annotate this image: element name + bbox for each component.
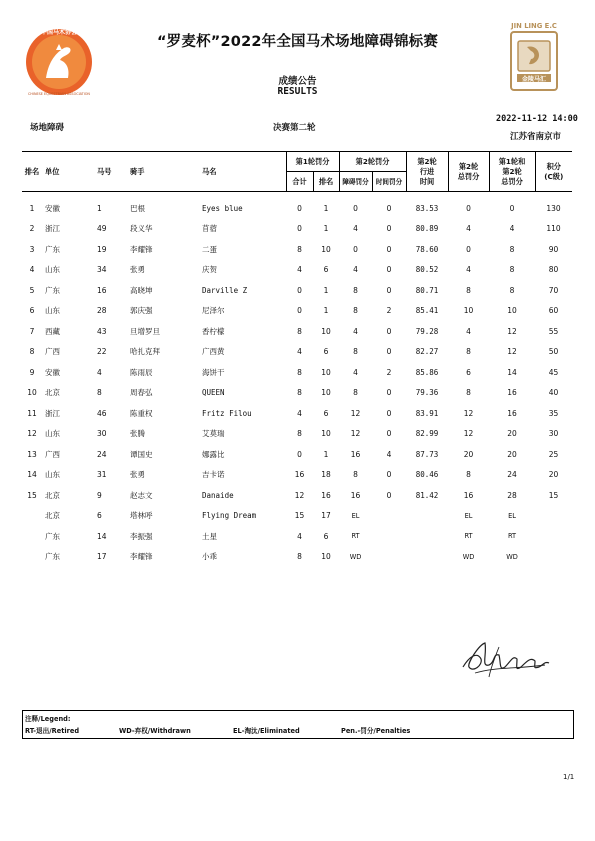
results-title-en: RESULTS xyxy=(277,86,318,97)
r2-total-cell: 4 xyxy=(466,326,471,336)
horse-cell: 香柠檬 xyxy=(202,326,225,336)
table-row xyxy=(22,465,572,486)
r1-rank-cell: 16 xyxy=(321,490,331,500)
sum-total-cell: 20 xyxy=(507,429,517,439)
rider-cell: 哈扎克拜 xyxy=(130,347,160,357)
horse-cell: Darville Z xyxy=(202,285,248,295)
col-sum-total: 第1轮和 第2轮 总罚分 xyxy=(489,152,535,192)
r1-total-cell: 8 xyxy=(297,429,302,439)
legend-heading: 注释/Legend: xyxy=(25,715,71,723)
r1-rank-cell: 18 xyxy=(321,470,331,480)
r1-total-cell: 15 xyxy=(294,511,305,521)
round-label: 决赛第二轮 xyxy=(273,123,316,133)
sum-total-cell: 12 xyxy=(507,326,517,336)
sum-total-cell: 16 xyxy=(507,388,517,398)
table-row xyxy=(22,280,572,301)
col-r1-penalties: 第1轮罚分 xyxy=(286,152,339,172)
rider-cell: 陈雨辰 xyxy=(130,367,153,377)
r1-total-cell: 4 xyxy=(297,347,302,357)
unit-cell: 安徽 xyxy=(45,367,60,377)
r1-total-cell: 4 xyxy=(297,265,302,275)
legend-wd: WD-弃权/Withdrawn xyxy=(119,727,191,735)
r1-rank-cell: 10 xyxy=(321,388,331,398)
rider-cell: 李振强 xyxy=(130,531,153,541)
r2-jump-cell: 8 xyxy=(353,285,358,295)
r2-timepen-cell: 0 xyxy=(386,429,392,439)
r2-jump-cell: 4 xyxy=(353,224,358,234)
points-cell: 20 xyxy=(548,470,559,480)
horse-no-cell: 30 xyxy=(97,429,107,439)
horse-cell: 广西黄 xyxy=(202,347,225,357)
horse-cell: 艾莫瑞 xyxy=(202,429,225,439)
r2-time-cell xyxy=(406,526,448,547)
col-rank: 排名 xyxy=(22,152,42,192)
r2-jump-cell: 4 xyxy=(353,326,358,336)
horse-no-cell: 49 xyxy=(97,224,107,234)
r2-jump-cell: 12 xyxy=(350,429,361,439)
rider-cell: 李耀锋 xyxy=(130,552,153,562)
table-row xyxy=(22,362,572,383)
horse-no-cell: 34 xyxy=(97,265,107,275)
r2-jump-cell: 4 xyxy=(353,265,358,275)
sum-total-cell: 28 xyxy=(507,490,517,500)
table-row xyxy=(22,219,572,240)
horse-no-cell: 14 xyxy=(97,531,107,541)
table-row xyxy=(22,485,572,506)
rider-cell: 张腾 xyxy=(130,429,145,439)
r2-timepen-cell: 0 xyxy=(386,265,392,275)
table-row xyxy=(22,383,572,404)
unit-cell: 北京 xyxy=(45,388,60,398)
legend-box xyxy=(22,710,574,739)
horse-no-cell: 4 xyxy=(97,367,102,377)
rider-cell: 高晓坤 xyxy=(130,285,153,295)
r2-total-cell: 12 xyxy=(463,429,474,439)
r2-jump-cell: WD xyxy=(349,552,362,561)
r2-time-cell: 78.60 xyxy=(415,244,439,254)
table-row xyxy=(22,506,572,527)
r2-timepen-cell: 0 xyxy=(386,388,392,398)
col-r2-timepen: 时间罚分 xyxy=(372,172,406,192)
r2-time-cell: 81.42 xyxy=(415,490,439,500)
rider-cell: 陈重权 xyxy=(130,408,153,418)
r2-time-cell: 79.36 xyxy=(415,388,439,398)
horse-no-cell: 46 xyxy=(97,408,107,418)
unit-cell: 北京 xyxy=(45,490,60,500)
r2-total-cell: 4 xyxy=(466,265,471,275)
r2-timepen-cell: 0 xyxy=(386,490,392,500)
col-points: 积分 (C级) xyxy=(535,152,572,192)
r2-timepen-cell: 0 xyxy=(386,470,392,480)
r1-rank-cell: 10 xyxy=(321,326,331,336)
unit-cell: 山东 xyxy=(45,306,60,316)
official-signature xyxy=(455,637,555,682)
horse-cell: Fritz Filou xyxy=(202,408,252,418)
col-r2-total: 第2轮 总罚分 xyxy=(448,152,489,192)
horse-no-cell: 22 xyxy=(97,347,107,357)
r2-total-cell: 0 xyxy=(466,244,471,254)
horse-cell: Eyes blue xyxy=(202,203,243,213)
rank-cell: 9 xyxy=(29,367,35,377)
r2-jump-cell: 0 xyxy=(353,244,358,254)
r2-timepen-cell: 0 xyxy=(386,347,392,357)
sum-total-cell: 10 xyxy=(507,306,517,316)
col-r1-total: 合计 xyxy=(286,172,313,192)
points-cell xyxy=(535,547,572,568)
r2-total-cell: 16 xyxy=(463,490,474,500)
rank-cell: 8 xyxy=(29,347,35,357)
table-row xyxy=(22,239,572,260)
r2-jump-cell: 16 xyxy=(350,449,361,459)
rank-cell: 12 xyxy=(27,429,37,439)
results-title-cn: 成绩公告 xyxy=(278,76,317,87)
r2-time-cell: 87.73 xyxy=(415,449,439,459)
table-header-row-1 xyxy=(22,152,572,172)
horse-cell: 吉卡诺 xyxy=(202,470,225,480)
sum-total-cell: 0 xyxy=(509,203,515,213)
discipline-label: 场地障碍 xyxy=(30,123,65,133)
r1-rank-cell: 17 xyxy=(321,511,331,521)
r2-jump-cell: EL xyxy=(351,511,360,520)
r2-timepen-cell: 0 xyxy=(386,408,392,418)
sum-total-cell: RT xyxy=(507,532,517,541)
r2-timepen-cell: 0 xyxy=(386,203,392,213)
table-row xyxy=(22,424,572,445)
horse-no-cell: 24 xyxy=(97,449,107,459)
r2-time-cell: 85.86 xyxy=(415,367,439,377)
r2-timepen-cell: 0 xyxy=(386,224,392,234)
unit-cell: 山东 xyxy=(45,470,60,480)
col-r1-rank: 排名 xyxy=(313,172,339,192)
r2-time-cell: 83.53 xyxy=(415,203,439,213)
unit-cell: 广东 xyxy=(45,285,60,295)
results-table xyxy=(22,151,572,567)
horse-cell: 尼泽尔 xyxy=(202,306,225,316)
points-cell: 90 xyxy=(548,244,559,254)
r2-time-cell: 80.46 xyxy=(415,470,439,480)
unit-cell: 广东 xyxy=(45,531,60,541)
horse-no-cell: 43 xyxy=(97,326,107,336)
sum-total-cell: 8 xyxy=(509,244,515,254)
r2-timepen-cell: 0 xyxy=(386,326,392,336)
r2-time-cell: 83.91 xyxy=(415,408,439,418)
r1-rank-cell: 6 xyxy=(323,347,329,357)
unit-cell: 广西 xyxy=(45,449,60,459)
r2-total-cell: 10 xyxy=(463,306,474,316)
r2-total-cell: 8 xyxy=(466,347,471,357)
table-row xyxy=(22,526,572,547)
r1-rank-cell: 10 xyxy=(321,429,331,439)
table-row xyxy=(22,301,572,322)
r2-timepen-cell: 0 xyxy=(386,285,392,295)
rider-cell: 塔林呼 xyxy=(130,511,153,521)
r2-time-cell: 80.52 xyxy=(415,265,439,275)
rank-cell: 4 xyxy=(29,265,35,275)
page-title: “罗麦杯”2022年全国马术场地障碍锦标赛 xyxy=(156,34,439,50)
r2-jump-cell: 8 xyxy=(353,306,358,316)
event-location: 江苏省南京市 xyxy=(510,132,562,142)
rank-cell: 10 xyxy=(27,388,37,398)
points-cell: 40 xyxy=(548,388,559,398)
rider-cell: 李耀锋 xyxy=(130,244,153,254)
r2-total-cell: 8 xyxy=(466,470,471,480)
r1-total-cell: 8 xyxy=(297,367,302,377)
legend-pen: Pen.-罚分/Penalties xyxy=(341,727,411,735)
points-cell: 15 xyxy=(548,490,559,500)
unit-cell: 西藏 xyxy=(45,326,60,336)
r2-total-cell: 12 xyxy=(463,408,474,418)
r2-time-cell: 82.99 xyxy=(415,429,439,439)
horse-no-cell: 8 xyxy=(97,388,102,398)
rank-cell xyxy=(22,547,42,568)
r1-total-cell: 8 xyxy=(297,244,302,254)
horse-cell: 娜露比 xyxy=(202,449,225,459)
r1-total-cell: 0 xyxy=(297,449,302,459)
r2-total-cell: 20 xyxy=(463,449,474,459)
r1-total-cell: 4 xyxy=(297,408,302,418)
r2-time-cell xyxy=(406,506,448,527)
rank-cell: 2 xyxy=(29,224,35,234)
horse-no-cell: 1 xyxy=(97,203,102,213)
sum-total-cell: 20 xyxy=(507,449,517,459)
r2-total-cell: 0 xyxy=(466,203,471,213)
horse-no-cell: 6 xyxy=(97,511,102,521)
table-row xyxy=(22,444,572,465)
r2-total-cell: 6 xyxy=(466,367,471,377)
sum-total-cell: 8 xyxy=(509,285,515,295)
event-datetime: 2022-11-12 14:00 xyxy=(496,114,578,124)
r1-rank-cell: 1 xyxy=(323,306,329,316)
r2-jump-cell: 8 xyxy=(353,388,358,398)
r2-time-cell: 82.27 xyxy=(415,347,439,357)
horse-cell: 庆贺 xyxy=(202,265,217,275)
sum-total-cell: 14 xyxy=(507,367,517,377)
unit-cell: 浙江 xyxy=(45,224,60,234)
rider-cell: 赵志文 xyxy=(130,490,153,500)
sum-total-cell: WD xyxy=(506,552,518,561)
horse-cell: 苜蓿 xyxy=(202,224,217,234)
rank-cell: 3 xyxy=(29,244,35,254)
r1-rank-cell: 6 xyxy=(323,408,329,418)
col-r2-time: 第2轮 行进 时间 xyxy=(406,152,448,192)
unit-cell: 广东 xyxy=(45,244,60,254)
unit-cell: 安徽 xyxy=(45,203,60,213)
r1-rank-cell: 1 xyxy=(323,203,329,213)
horse-no-cell: 16 xyxy=(97,285,107,295)
horse-cell: 土星 xyxy=(202,531,217,541)
r1-rank-cell: 1 xyxy=(323,449,329,459)
r1-total-cell: 0 xyxy=(297,285,302,295)
col-horse-no: 马号 xyxy=(97,152,127,192)
col-horse: 马名 xyxy=(199,152,286,192)
r1-rank-cell: 6 xyxy=(323,265,329,275)
r2-jump-cell: 0 xyxy=(353,203,358,213)
points-cell: 35 xyxy=(548,408,559,418)
rank-cell: 14 xyxy=(27,470,37,480)
horse-cell: QUEEN xyxy=(202,388,225,398)
rank-cell: 11 xyxy=(27,408,37,418)
r2-time-cell: 80.89 xyxy=(415,224,439,234)
r1-rank-cell: 10 xyxy=(321,244,331,254)
r2-time-cell: 79.28 xyxy=(415,326,439,336)
r2-time-cell: 85.41 xyxy=(415,306,439,316)
r2-jump-cell: 16 xyxy=(350,490,361,500)
rider-cell: 段义华 xyxy=(130,224,153,234)
r2-total-cell: 4 xyxy=(466,224,471,234)
col-unit: 单位 xyxy=(42,152,97,192)
rank-cell: 5 xyxy=(29,285,35,295)
horse-cell: Flying Dream xyxy=(202,511,257,521)
r1-rank-cell: 10 xyxy=(321,552,331,562)
r1-rank-cell: 10 xyxy=(321,367,331,377)
unit-cell: 北京 xyxy=(45,511,60,521)
r2-jump-cell: 12 xyxy=(350,408,361,418)
table-row xyxy=(22,342,572,363)
points-cell: 70 xyxy=(548,285,559,295)
col-r2-penalties: 第2轮罚分 xyxy=(339,152,406,172)
sum-total-cell: EL xyxy=(508,511,516,520)
r1-total-cell: 4 xyxy=(297,531,302,541)
r2-timepen-cell xyxy=(372,506,406,527)
r1-total-cell: 8 xyxy=(297,326,302,336)
r1-total-cell: 8 xyxy=(297,552,302,562)
unit-cell: 山东 xyxy=(45,429,60,439)
rank-cell: 15 xyxy=(27,490,37,500)
points-cell: 60 xyxy=(548,306,559,316)
r2-jump-cell: 8 xyxy=(353,470,358,480)
r2-timepen-cell: 0 xyxy=(386,244,392,254)
points-cell: 50 xyxy=(548,347,559,357)
r1-rank-cell: 1 xyxy=(323,285,329,295)
rank-cell: 13 xyxy=(27,449,37,459)
legend-rt: RT-退出/Retired xyxy=(25,727,80,735)
table-row xyxy=(22,321,572,342)
unit-cell: 广东 xyxy=(45,552,60,562)
unit-cell: 浙江 xyxy=(45,408,60,418)
r1-rank-cell: 6 xyxy=(323,531,329,541)
r2-total-cell: 8 xyxy=(466,285,471,295)
jinling-logo-bottom: 金陵马汇 xyxy=(521,76,546,83)
r1-total-cell: 0 xyxy=(297,203,302,213)
horse-no-cell: 31 xyxy=(97,470,107,480)
points-cell: 30 xyxy=(548,429,559,439)
rank-cell xyxy=(22,526,42,547)
points-cell: 130 xyxy=(546,203,561,213)
rank-cell: 1 xyxy=(29,203,35,213)
r2-total-cell: RT xyxy=(464,532,473,541)
rider-cell: 旦增罗旦 xyxy=(130,326,160,336)
rider-cell: 周春弘 xyxy=(130,388,153,398)
horse-cell: 海饼干 xyxy=(202,367,225,377)
points-cell: 80 xyxy=(548,265,559,275)
r2-jump-cell: RT xyxy=(351,532,360,541)
legend-el: EL-淘汰/Eliminated xyxy=(233,727,300,735)
r1-total-cell: 12 xyxy=(294,490,305,500)
cea-logo-text-en: CHINESE EQUESTRIAN ASSOCIATION xyxy=(28,92,90,96)
r2-jump-cell: 4 xyxy=(353,367,358,377)
jinling-logo-top: JIN LING E.C xyxy=(511,22,557,30)
sum-total-cell: 16 xyxy=(507,408,517,418)
r2-total-cell: 8 xyxy=(466,388,471,398)
cea-logo-text: 中国马术协会 xyxy=(40,29,77,36)
col-rider: 骑手 xyxy=(127,152,199,192)
horse-cell: 二蛋 xyxy=(202,244,217,254)
unit-cell: 广西 xyxy=(45,347,60,357)
points-cell: 110 xyxy=(546,224,561,234)
rider-cell: 谭国史 xyxy=(130,449,153,459)
rider-cell: 郭庆强 xyxy=(130,306,153,316)
sum-total-cell: 8 xyxy=(509,265,515,275)
horse-cell: 小乖 xyxy=(202,552,217,562)
r2-timepen-cell: 4 xyxy=(386,449,392,459)
r2-timepen-cell: 2 xyxy=(386,306,392,316)
table-row xyxy=(22,547,572,568)
rider-cell: 张勇 xyxy=(130,470,145,480)
rider-cell: 巴根 xyxy=(130,203,145,213)
page-number: 1/1 xyxy=(563,773,575,781)
r1-rank-cell: 1 xyxy=(323,224,329,234)
r2-total-cell: WD xyxy=(462,552,475,561)
unit-cell: 山东 xyxy=(45,265,60,275)
r2-timepen-cell: 2 xyxy=(386,367,392,377)
points-cell xyxy=(535,506,572,527)
horse-no-cell: 17 xyxy=(97,552,107,562)
table-row xyxy=(22,260,572,281)
points-cell xyxy=(535,526,572,547)
r1-total-cell: 8 xyxy=(297,388,302,398)
points-cell: 25 xyxy=(548,449,559,459)
rider-cell: 张勇 xyxy=(130,265,145,275)
r2-timepen-cell xyxy=(372,547,406,568)
sum-total-cell: 24 xyxy=(507,470,517,480)
r2-timepen-cell xyxy=(372,526,406,547)
r2-time-cell: 80.71 xyxy=(415,285,439,295)
r1-total-cell: 0 xyxy=(297,306,302,316)
rank-cell xyxy=(22,506,42,527)
points-cell: 55 xyxy=(548,326,559,336)
r2-total-cell: EL xyxy=(464,511,473,520)
horse-cell: Danaide xyxy=(202,490,234,500)
r1-total-cell: 16 xyxy=(294,470,305,480)
rank-cell: 7 xyxy=(29,326,35,336)
r2-time-cell xyxy=(406,547,448,568)
rank-cell: 6 xyxy=(29,306,35,316)
table-row xyxy=(22,403,572,424)
r2-jump-cell: 8 xyxy=(353,347,358,357)
points-cell: 45 xyxy=(548,367,559,377)
col-r2-jump: 障碍罚分 xyxy=(339,172,372,192)
sum-total-cell: 4 xyxy=(509,224,515,234)
horse-no-cell: 19 xyxy=(97,244,107,254)
sum-total-cell: 12 xyxy=(507,347,517,357)
r1-total-cell: 0 xyxy=(297,224,302,234)
horse-no-cell: 9 xyxy=(97,490,102,500)
horse-no-cell: 28 xyxy=(97,306,107,316)
table-row xyxy=(22,192,572,219)
